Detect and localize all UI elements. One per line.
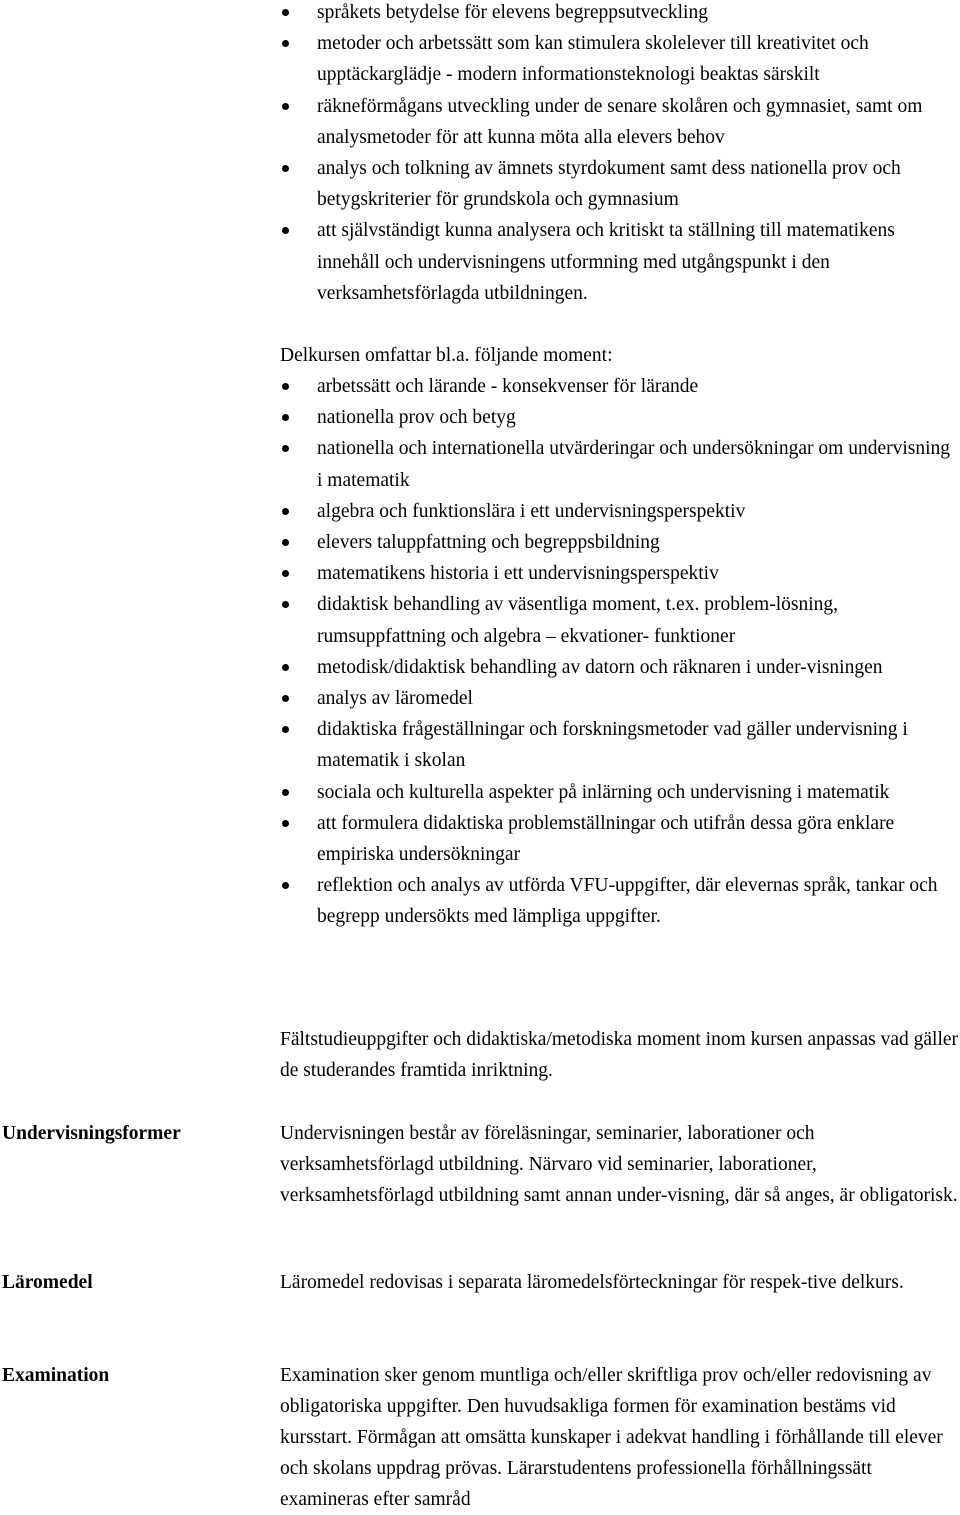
bullet-icon [282,601,289,608]
examination-label: Examination [2,1365,110,1386]
materials-text: Läromedel redovisas i separata läromedelsförteckningar för respek-tive delkurs. [280,1272,904,1293]
bullet-icon [282,445,289,452]
bullet-icon [282,570,289,577]
list-item [280,714,960,776]
list-item-text: algebra och funktionslära i ett undervisningsperspektiv [317,500,746,522]
list-item-text: analys av läromedel [317,688,473,710]
teaching-text: Undervisningen består av föreläsningar, seminarier, laborationer och verksamhetsförlagd utbildning. Närvaro vid seminarier, laborationer, verksamhetsförlagd utbildning samt annan under-visning, där så anges, är obligatorisk. [280,1123,958,1206]
bullet-icon [282,789,289,796]
list-item [280,527,960,558]
bullet-icon [282,227,289,234]
list-item-text: att självständigt kunna analysera och kritiskt ta ställning till matematikens innehåll och undervisningens utformning med utgångspunkt i den verksamhetsförlagda utbildningen. [317,220,895,304]
list-item [280,558,960,589]
goals-list [280,0,960,309]
list-item-text: elevers taluppfattning och begreppsbildning [317,532,660,554]
list-item [280,215,960,309]
list-item-text: arbetssätt och lärande - konsekvenser för lärande [317,376,699,397]
list-item-text: nationella prov och betyg [317,407,516,429]
list-item [280,683,960,714]
bullet-icon [282,383,289,390]
list-item-text: reflektion och analys av utförda VFU-uppgifter, där elevernas språk, tankar och begrepp undersökts med lämpliga uppgifter. [317,875,938,928]
list-item-text: att formulera didaktiska problemställningar och utifrån dessa göra enklare empiriska undersökningar [317,812,895,866]
bullet-icon [282,882,289,889]
bullet-icon [282,726,289,733]
content-intro: Delkursen omfattar bl.a. följande moment: [280,345,613,366]
list-item-text: räkneförmågans utveckling under de senare skolåren och gymnasiet, samt om analysmetoder för att kunna möta alla elevers behov [317,95,923,148]
bullet-icon [282,695,289,702]
list-item [280,0,960,28]
list-item-text: språkets betydelse för elevens begreppsutveckling [317,2,708,23]
content-list [280,371,960,933]
bullet-icon [282,103,289,110]
fieldwork-note: Fältstudieuppgifter och didaktiska/metodiska moment inom kursen anpassas vad gäller de studerandes framtida inriktning. [280,1029,959,1081]
list-item [280,402,960,433]
list-item-text: didaktiska frågeställningar och forskningsmetoder vad gäller undervisning i matematik i skolan [317,719,908,772]
examination-text: Examination sker genom muntliga och/eller skriftliga prov och/eller redovisning av obligatoriska uppgifter. Den huvudsakliga formen för examination bestäms vid kursstart. Förmågan att omsätta kunskaper i adekvat handling i förhållande till elever och skolans uppdrag prövas. Lärarstudentens professionella förhållningssätt examineras efter samråd [280,1365,943,1510]
list-item [280,28,960,90]
bullet-icon [282,820,289,827]
materials-label: Läromedel [2,1272,93,1293]
teaching-label: Undervisningsformer [2,1123,181,1144]
list-item-text: metoder och arbetssätt som kan stimulera skolelever till kreativitet och upptäckarglädje - modern informationsteknologi beaktas särskilt [317,33,869,86]
list-item-text: analys och tolkning av ämnets styrdokument samt dess nationella prov och betygskriterier för grundskola och gymnasium [317,158,901,211]
bullet-icon [282,508,289,515]
list-item [280,91,960,153]
list-item [280,153,960,215]
bullet-icon [282,9,289,16]
list-item [280,870,960,932]
bullet-icon [282,664,289,671]
bullet-icon [282,539,289,546]
list-item-text: metodisk/didaktisk behandling av datorn och räknaren i under-visningen [317,656,883,678]
list-item [280,496,960,527]
bullet-icon [282,414,289,421]
list-item [280,652,960,683]
list-item-text: nationella och internationella utvärderingar och undersökningar om undervisning i matematik [317,438,951,491]
bullet-icon [282,40,289,47]
list-item [280,808,960,870]
list-item [280,589,960,651]
list-item-text: sociala och kulturella aspekter på inlärning och undervisning i matematik [317,781,890,803]
list-item-text: didaktisk behandling av väsentliga moment, t.ex. problem-lösning, rumsuppfattning och algebra – ekvationer- funktioner [317,594,838,647]
list-item-text: matematikens historia i ett undervisningsperspektiv [317,563,719,585]
bullet-icon [282,165,289,172]
list-item [280,371,960,402]
list-item [280,777,960,808]
list-item [280,433,960,495]
